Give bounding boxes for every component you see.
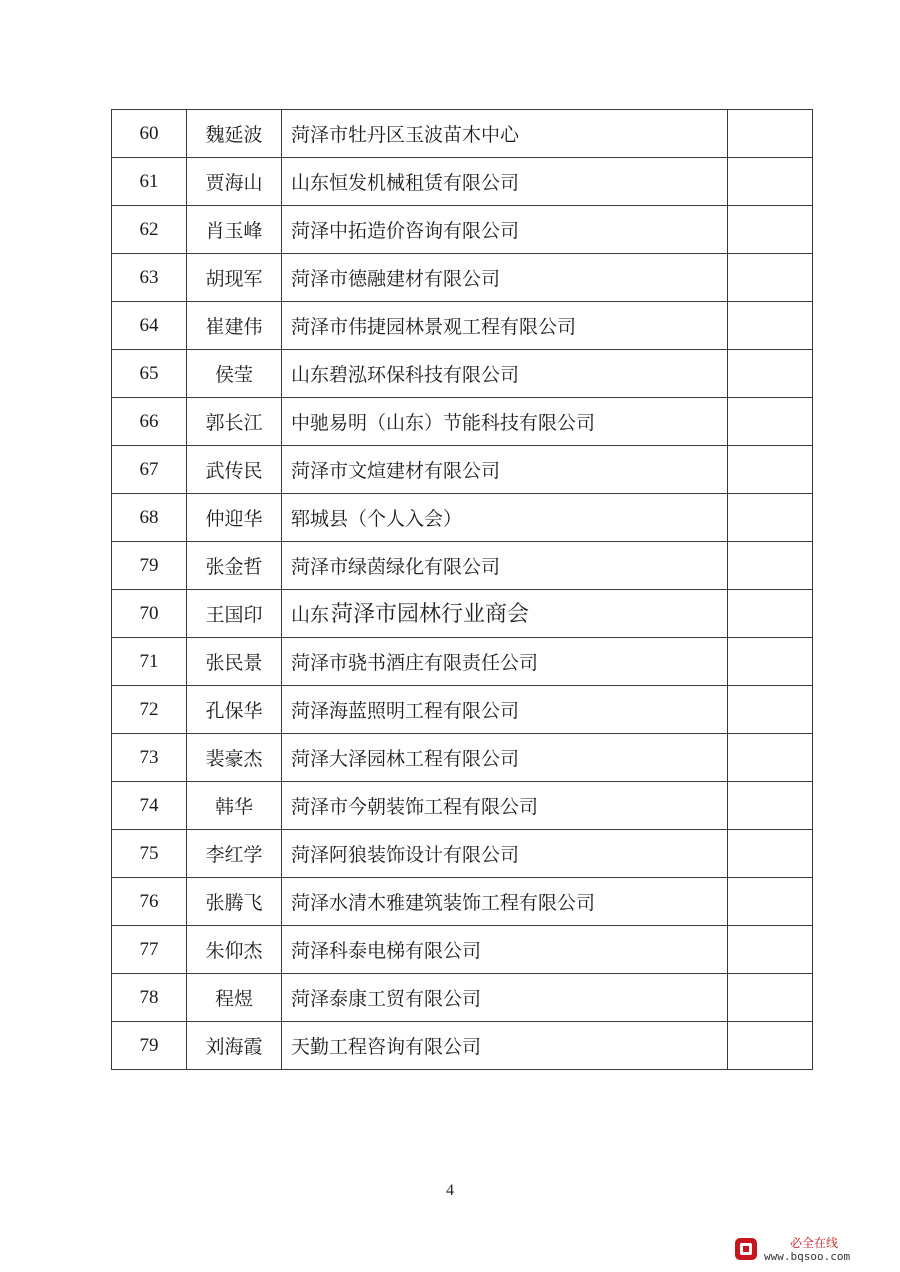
row-number-cell: 62 [112, 206, 187, 254]
empty-cell [728, 1022, 813, 1070]
empty-cell [728, 110, 813, 158]
company-name-cell: 中驰易明（山东）节能科技有限公司 [282, 398, 728, 446]
row-number-cell: 67 [112, 446, 187, 494]
member-name-cell: 李红学 [187, 830, 282, 878]
member-name-cell: 贾海山 [187, 158, 282, 206]
member-name-cell: 仲迎华 [187, 494, 282, 542]
row-number-cell: 60 [112, 110, 187, 158]
table-row [112, 974, 813, 1022]
table-row [112, 590, 813, 638]
member-name-cell: 王国印 [187, 590, 282, 638]
member-name-cell: 程煜 [187, 974, 282, 1022]
member-table [111, 109, 813, 1070]
company-name-cell: 菏泽市绿茵绿化有限公司 [282, 542, 728, 590]
table-row [112, 494, 813, 542]
company-name-cell: 菏泽市今朝装饰工程有限公司 [282, 782, 728, 830]
table-row [112, 734, 813, 782]
row-number-cell: 65 [112, 350, 187, 398]
row-number-cell: 74 [112, 782, 187, 830]
table-row [112, 254, 813, 302]
member-name-cell: 魏延波 [187, 110, 282, 158]
empty-cell [728, 830, 813, 878]
company-name-cell: 菏泽水清木雅建筑装饰工程有限公司 [282, 878, 728, 926]
member-name-cell: 朱仰杰 [187, 926, 282, 974]
row-number-cell: 79 [112, 1022, 187, 1070]
table-row [112, 830, 813, 878]
company-name-cell: 菏泽科泰电梯有限公司 [282, 926, 728, 974]
table-row [112, 398, 813, 446]
company-name-cell: 郓城县（个人入会） [282, 494, 728, 542]
company-name-cell: 山东 [282, 590, 728, 638]
company-name-cell: 菏泽市伟捷园林景观工程有限公司 [282, 302, 728, 350]
company-name-cell: 菏泽大泽园林工程有限公司 [282, 734, 728, 782]
row-number-cell: 71 [112, 638, 187, 686]
member-name-cell: 孔保华 [187, 686, 282, 734]
empty-cell [728, 590, 813, 638]
empty-cell [728, 878, 813, 926]
bqsoo-logo-icon [734, 1237, 758, 1261]
row-number-cell: 75 [112, 830, 187, 878]
row-number-cell: 64 [112, 302, 187, 350]
company-name-cell: 菏泽海蓝照明工程有限公司 [282, 686, 728, 734]
company-name-cell: 菏泽阿狼装饰设计有限公司 [282, 830, 728, 878]
empty-cell [728, 302, 813, 350]
empty-cell [728, 974, 813, 1022]
empty-cell [728, 398, 813, 446]
watermark-overlay: 菏泽市园林行业商会 [331, 602, 530, 627]
row-number-cell: 70 [112, 590, 187, 638]
row-number-cell: 76 [112, 878, 187, 926]
empty-cell [728, 158, 813, 206]
company-name-cell: 天勤工程咨询有限公司 [282, 1022, 728, 1070]
member-name-cell: 韩华 [187, 782, 282, 830]
table-row [112, 878, 813, 926]
table-row [112, 638, 813, 686]
row-number-cell: 61 [112, 158, 187, 206]
empty-cell [728, 350, 813, 398]
empty-cell [728, 638, 813, 686]
empty-cell [728, 542, 813, 590]
row-number-cell: 78 [112, 974, 187, 1022]
table-row [112, 302, 813, 350]
table-row [112, 926, 813, 974]
member-name-cell: 胡现军 [187, 254, 282, 302]
member-name-cell: 刘海霞 [187, 1022, 282, 1070]
table-row [112, 446, 813, 494]
member-name-cell: 郭长江 [187, 398, 282, 446]
row-number-cell: 77 [112, 926, 187, 974]
empty-cell [728, 494, 813, 542]
member-name-cell: 肖玉峰 [187, 206, 282, 254]
company-name-cell: 菏泽市牡丹区玉波苗木中心 [282, 110, 728, 158]
company-name-cell: 山东碧泓环保科技有限公司 [282, 350, 728, 398]
empty-cell [728, 206, 813, 254]
row-number-cell: 66 [112, 398, 187, 446]
member-name-cell: 侯莹 [187, 350, 282, 398]
empty-cell [728, 686, 813, 734]
company-name-cell: 菏泽市文煊建材有限公司 [282, 446, 728, 494]
site-logo-url: www.bqsoo.com [764, 1250, 851, 1263]
table-row [112, 350, 813, 398]
empty-cell [728, 782, 813, 830]
member-name-cell: 裴豪杰 [187, 734, 282, 782]
page-number: 4 [446, 1182, 454, 1199]
company-name-cell: 菏泽市德融建材有限公司 [282, 254, 728, 302]
table-body [112, 110, 813, 1070]
empty-cell [728, 734, 813, 782]
empty-cell [728, 254, 813, 302]
row-number-cell: 73 [112, 734, 187, 782]
table-row [112, 158, 813, 206]
empty-cell [728, 446, 813, 494]
table-row [112, 110, 813, 158]
table-row [112, 686, 813, 734]
site-logo[interactable] [734, 1232, 894, 1266]
empty-cell [728, 926, 813, 974]
row-number-cell: 68 [112, 494, 187, 542]
row-number-cell: 63 [112, 254, 187, 302]
company-name-cell: 菏泽泰康工贸有限公司 [282, 974, 728, 1022]
table-row [112, 1022, 813, 1070]
member-name-cell: 张金哲 [187, 542, 282, 590]
member-name-cell: 武传民 [187, 446, 282, 494]
member-name-cell: 张民景 [187, 638, 282, 686]
site-logo-title: 必全在线 [790, 1236, 839, 1250]
table-row [112, 542, 813, 590]
member-name-cell: 崔建伟 [187, 302, 282, 350]
company-name-cell: 菏泽市骁书酒庄有限责任公司 [282, 638, 728, 686]
member-name-cell: 张腾飞 [187, 878, 282, 926]
table-row [112, 782, 813, 830]
company-name-cell: 山东恒发机械租赁有限公司 [282, 158, 728, 206]
table-row [112, 206, 813, 254]
company-name-cell: 菏泽中拓造价咨询有限公司 [282, 206, 728, 254]
row-number-cell: 72 [112, 686, 187, 734]
row-number-cell: 79 [112, 542, 187, 590]
